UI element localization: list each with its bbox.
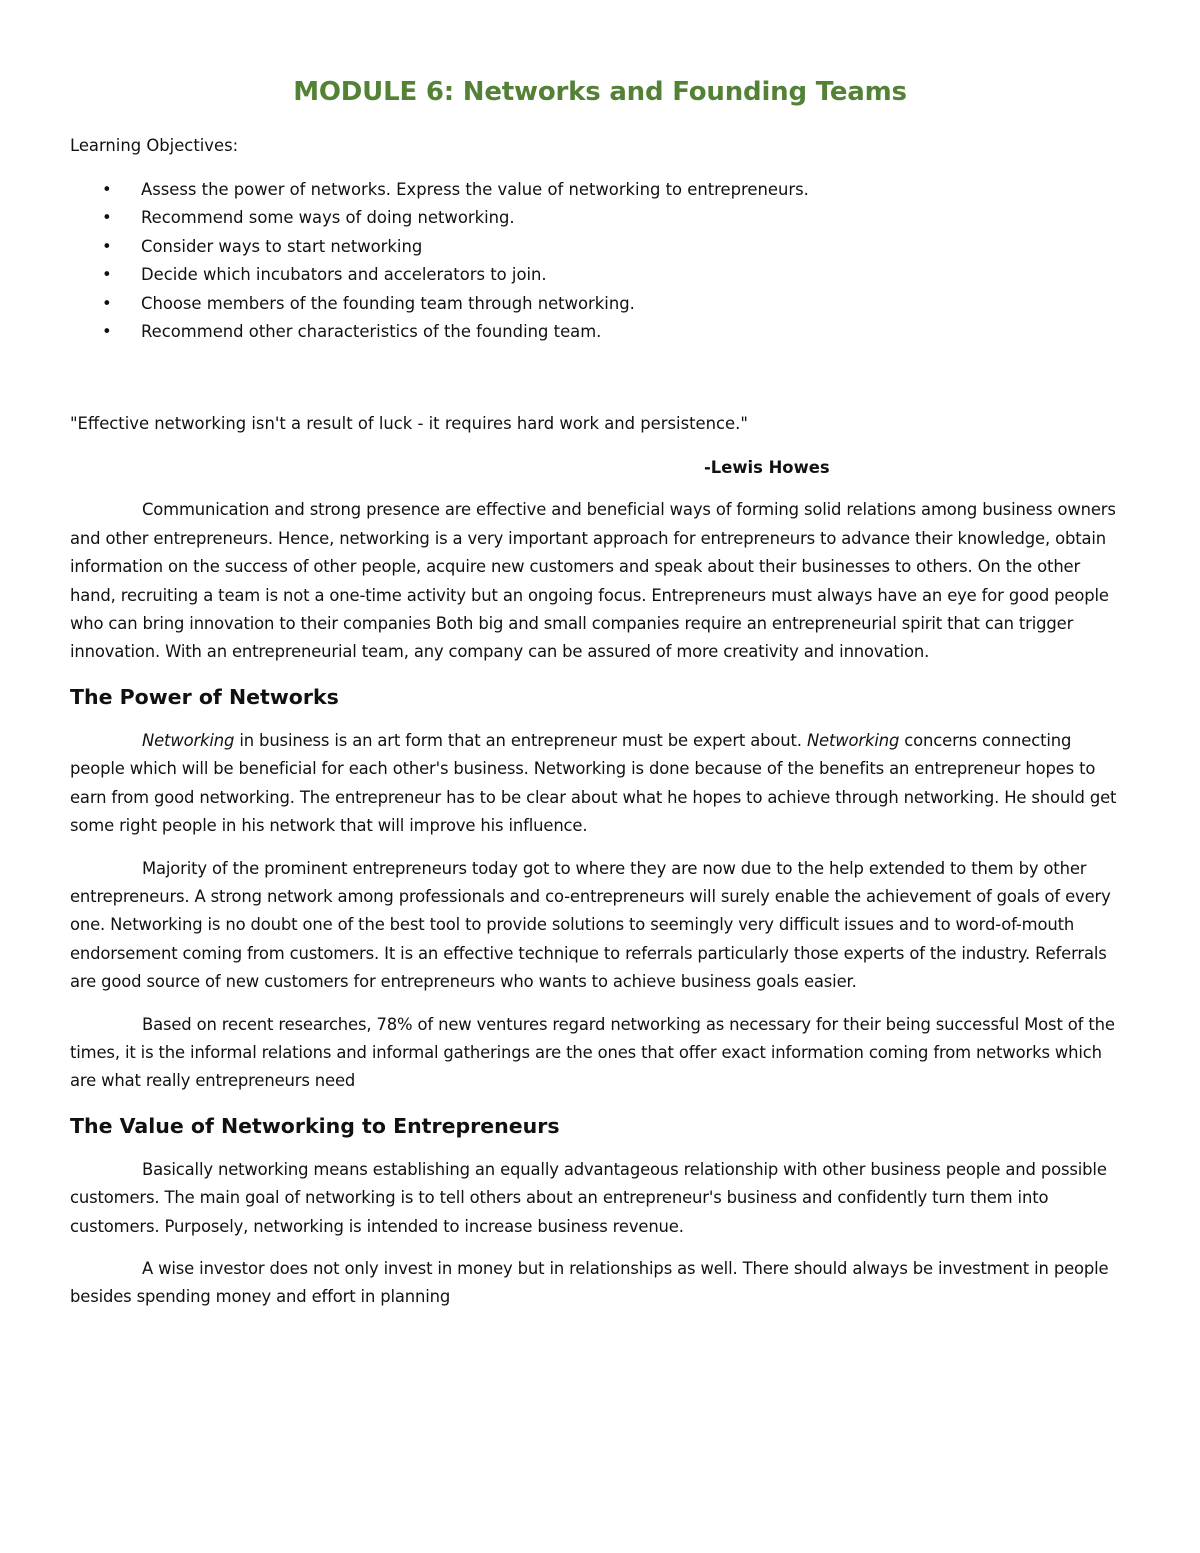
objective-text: Consider ways to start networking bbox=[141, 236, 423, 256]
term-networking: Networking bbox=[142, 730, 235, 750]
paragraph-text: concerns connecting people which will be beneficial for each other's business. Networking is done because of the benefits an entrepreneur hopes to earn from good networking. The entrepreneur has to be clear about what he hopes to achieve through networking. He should get some right people in his network that will improve his influence. bbox=[70, 730, 1117, 836]
bullet-icon: • bbox=[102, 265, 112, 285]
power-paragraph-3: Based on recent researches, 78% of new ventures regard networking as necessary for their being successful Most of the times, it is the informal relations and informal gatherings are the ones that offer exact information coming from networks which are what really entrepreneurs need bbox=[70, 1014, 1115, 1091]
bullet-icon: • bbox=[102, 322, 112, 342]
objective-item bbox=[70, 176, 1130, 204]
objective-text: Assess the power of networks. Express the value of networking to entrepreneurs. bbox=[141, 180, 809, 199]
bullet-icon: • bbox=[102, 236, 112, 256]
paragraph-text: in business is an art form that an entrepreneur must be expert about. bbox=[234, 730, 807, 750]
intro-paragraph: Communication and strong presence are effective and beneficial ways of forming solid relations among business owners and other entrepreneurs. Hence, networking is a very important approach for entrepreneurs to advance their knowledge, obtain information on the success of other people, acquire new customers and speak about their businesses to others. On the other hand, recruiting a team is not a one-time activity but an ongoing focus. Entrepreneurs must always have an eye for good people who can bring innovation to their companies Both big and small companies require an entrepreneurial spirit that can trigger innovation. With an entrepreneurial team, any company can be assured of more creativity and innovation. bbox=[70, 500, 1116, 662]
power-paragraph-1 bbox=[70, 727, 1130, 841]
power-paragraph-2: Majority of the prominent entrepreneurs today got to where they are now due to the help extended to them by other entrepreneurs. A strong network among professionals and co-entrepreneurs will surely enable the achievement of goals of every one. Networking is no doubt one of the best tool to provide solutions to seemingly very difficult issues and to word-of-mouth endorsement coming from customers. It is an effective technique to referrals particularly those experts of the industry. Referrals are good source of new customers for entrepreneurs who wants to achieve business goals easier. bbox=[70, 858, 1111, 992]
objective-item bbox=[70, 204, 1130, 232]
bullet-icon: • bbox=[102, 293, 112, 313]
objective-text: Choose members of the founding team through networking. bbox=[141, 293, 635, 313]
value-paragraph-1: Basically networking means establishing an equally advantageous relationship with other business people and possible customers. The main goal of networking is to tell others about an entrepreneur's business and confidently turn them into customers. Purposely, networking is intended to increase business revenue. bbox=[70, 1159, 1107, 1236]
value-paragraph-2: A wise investor does not only invest in money but in relationships as well. There should always be investment in people besides spending money and effort in planning bbox=[70, 1258, 1109, 1307]
section-heading-power-of-networks: The Power of Networks bbox=[70, 684, 339, 709]
objective-text: Decide which incubators and accelerators to join. bbox=[141, 265, 547, 285]
bullet-icon: • bbox=[102, 208, 112, 228]
learning-objectives-label: Learning Objectives: bbox=[70, 136, 239, 155]
learning-objectives-list bbox=[70, 176, 1130, 346]
quote-author: -Lewis Howes bbox=[704, 458, 830, 478]
objective-item bbox=[70, 261, 1130, 289]
objective-item bbox=[70, 233, 1130, 261]
term-networking: Networking bbox=[806, 730, 900, 750]
quote-text: "Effective networking isn't a result of luck - it requires hard work and persistence." bbox=[70, 414, 748, 434]
section-heading-value-of-networking: The Value of Networking to Entrepreneurs bbox=[70, 1113, 560, 1138]
bullet-icon: • bbox=[102, 180, 112, 199]
module-title: MODULE 6: Networks and Founding Teams bbox=[293, 77, 907, 107]
objective-text: Recommend some ways of doing networking. bbox=[141, 208, 515, 228]
objective-item bbox=[70, 290, 1130, 318]
objective-text: Recommend other characteristics of the founding team. bbox=[141, 322, 602, 342]
objective-item bbox=[70, 318, 1130, 346]
